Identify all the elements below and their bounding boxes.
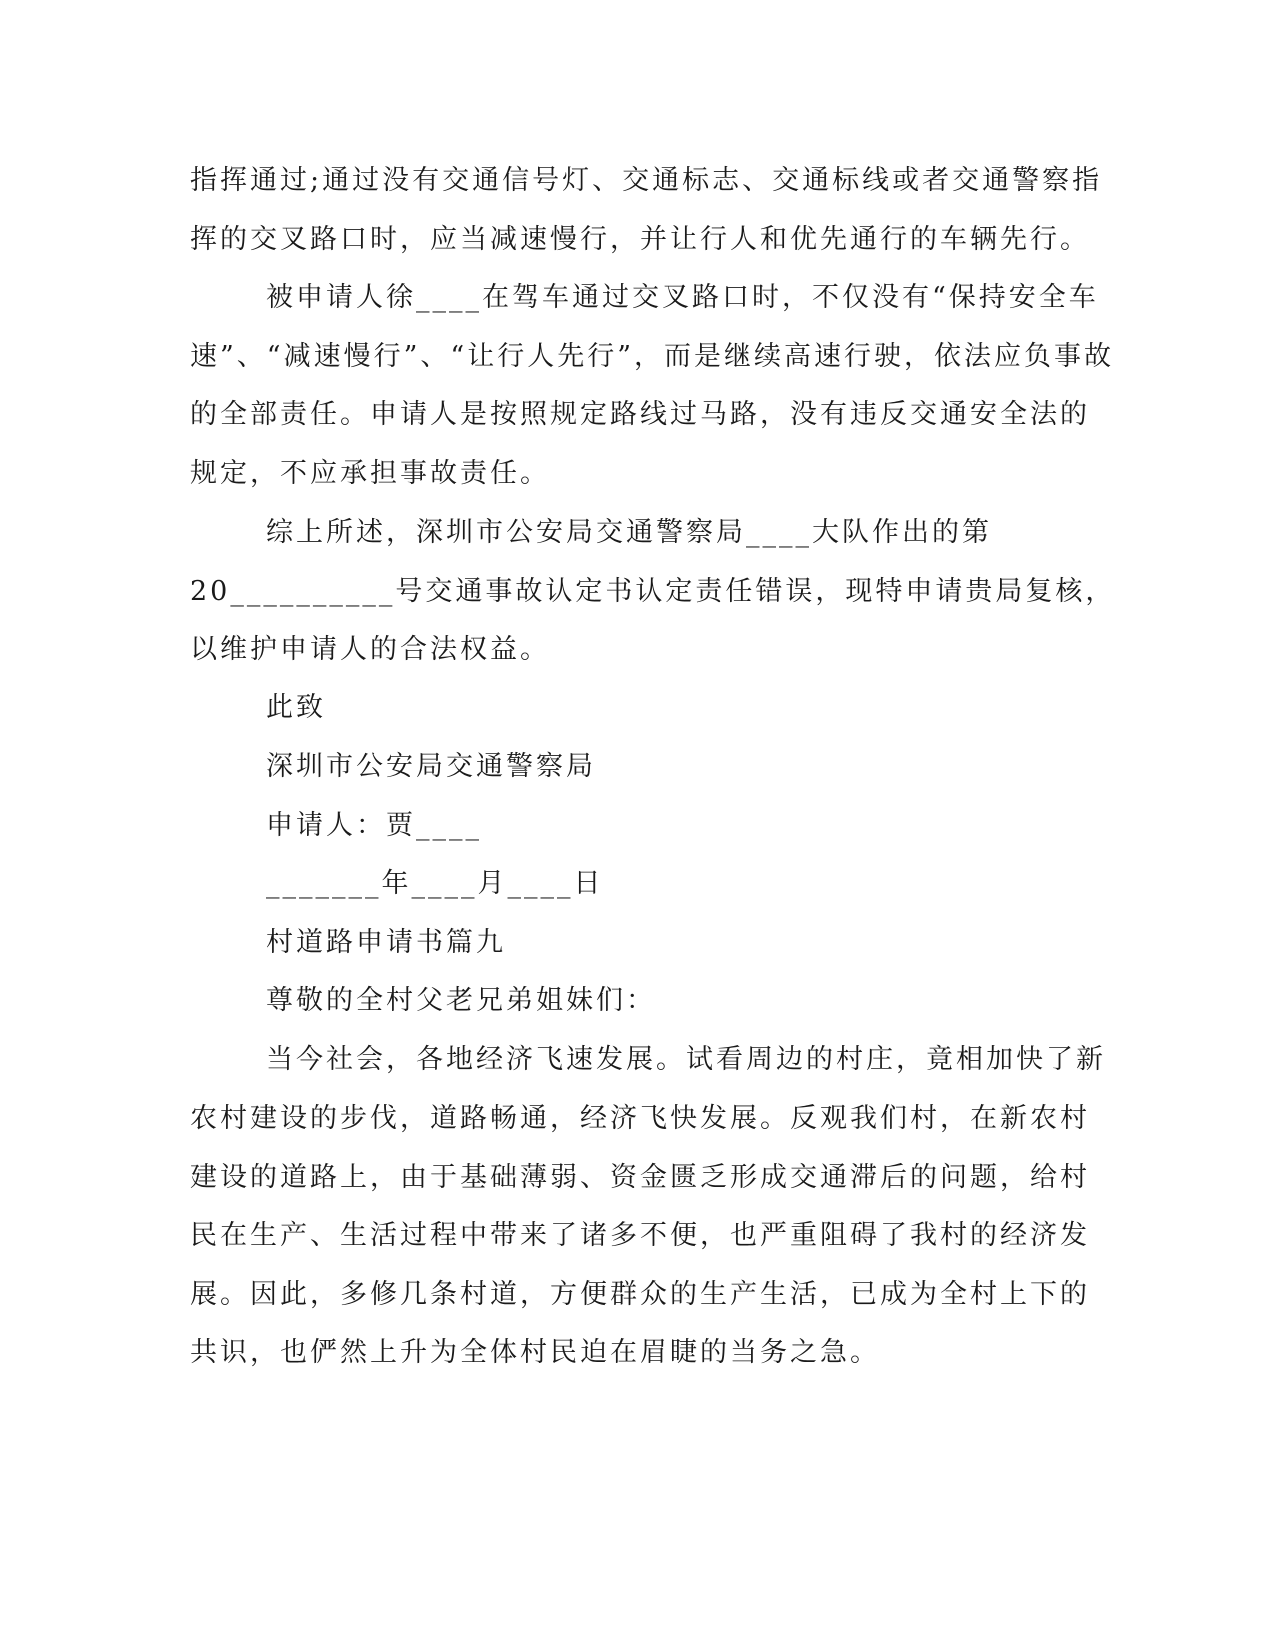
text-line: 以维护申请人的合法权益。 — [190, 634, 550, 665]
text-line: 指挥通过;通过没有交通信号灯、交通标志、交通标线或者交通警察指 — [190, 165, 1103, 196]
paragraph-start: 被申请人徐____在驾车通过交叉路口时，不仅没有“保持安全车 — [266, 282, 1099, 313]
paragraph-start: 综上所述，深圳市公安局交通警察局____大队作出的第 — [266, 517, 992, 548]
text-line: 农村建设的步伐，道路畅通，经济飞快发展。反观我们村，在新农村 — [190, 1103, 1090, 1134]
text-line: 共识，也俨然上升为全体村民迫在眉睫的当务之急。 — [190, 1337, 880, 1368]
text-line: 速”、“减速慢行”、“让行人先行”，而是继续高速行驶，依法应负事故 — [190, 341, 1115, 372]
salutation-closing: 此致 — [266, 692, 326, 723]
paragraph-start: 当今社会，各地经济飞速发展。试看周边的村庄，竟相加快了新 — [266, 1044, 1106, 1075]
text-line: 的全部责任。申请人是按照规定路线过马路，没有违反交通安全法的 — [190, 399, 1090, 430]
date-line: _______年____月____日 — [266, 868, 604, 899]
text-line: 展。因此，多修几条村道，方便群众的生产生活，已成为全村上下的 — [190, 1279, 1090, 1310]
applicant-signature: 申请人：贾____ — [266, 810, 482, 841]
recipient: 深圳市公安局交通警察局 — [266, 751, 596, 782]
text-line: 规定，不应承担事故责任。 — [190, 458, 550, 489]
text-line: 建设的道路上，由于基础薄弱、资金匮乏形成交通滞后的问题，给村 — [190, 1162, 1090, 1193]
text-line: 挥的交叉路口时，应当减速慢行，并让行人和优先通行的车辆先行。 — [190, 224, 1090, 255]
text-line: 民在生产、生活过程中带来了诸多不便，也严重阻碍了我村的经济发 — [190, 1220, 1090, 1251]
section-heading: 村道路申请书篇九 — [266, 927, 506, 958]
text-line: 20__________号交通事故认定书认定责任错误，现特申请贵局复核， — [190, 576, 1116, 607]
salutation: 尊敬的全村父老兄弟姐妹们： — [266, 985, 656, 1016]
